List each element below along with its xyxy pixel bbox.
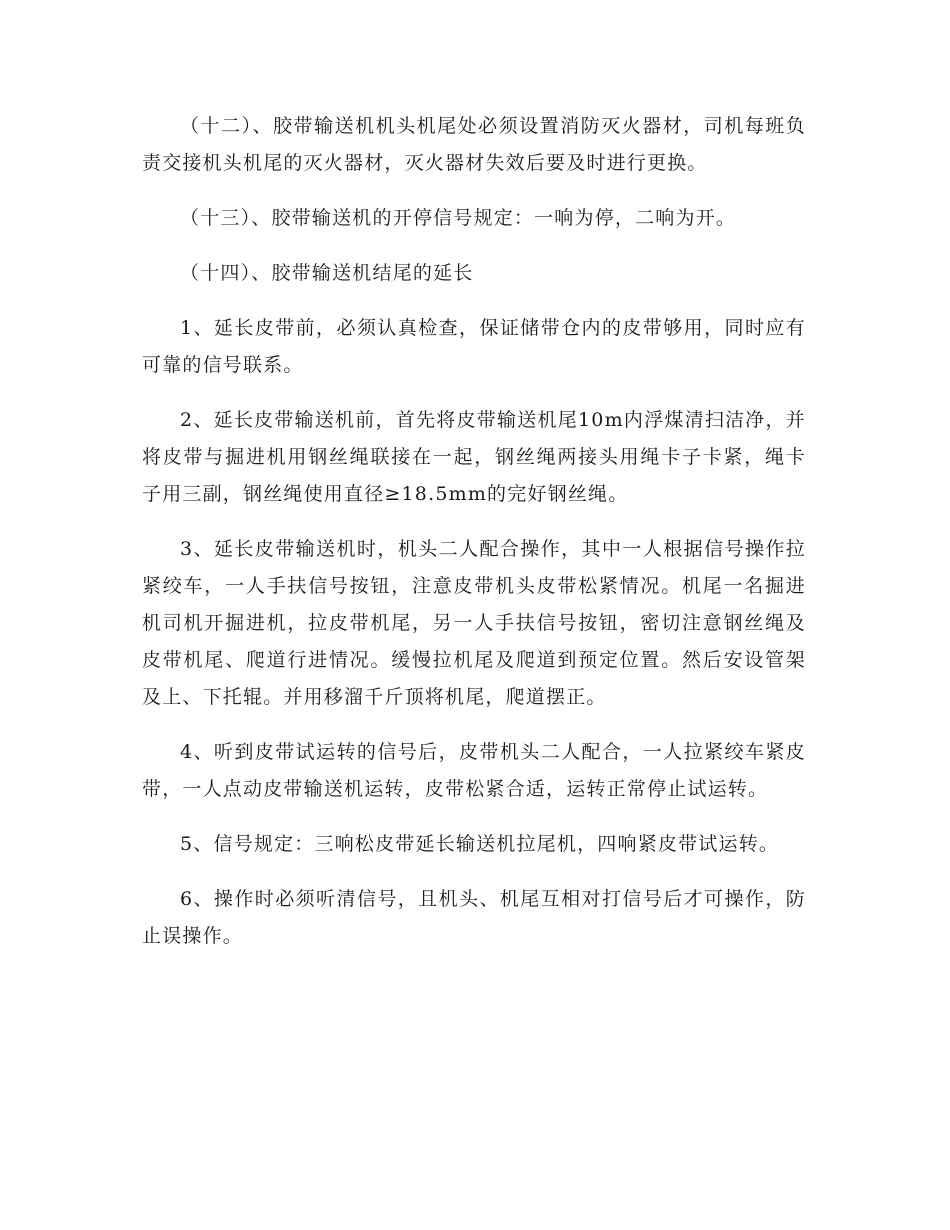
paragraph-item-4: 4、听到皮带试运转的信号后，皮带机头二人配合，一人拉紧绞车紧皮带，一人点动皮带输送机运转，皮带松紧合适，运转正常停止试运转。 (142, 741, 806, 800)
paragraph-item-5: 5、信号规定：三响松皮带延长输送机拉尾机，四响紧皮带试运转。 (180, 833, 780, 855)
document-body (142, 108, 806, 973)
paragraph-item-1: 1、延长皮带前，必须认真检查，保证储带仓内的皮带够用，同时应有可靠的信号联系。 (142, 317, 806, 376)
paragraph-item-3: 3、延长皮带输送机时，机头二人配合操作，其中一人根据信号操作拉紧绞车，一人手扶信号按钮，注意皮带机头皮带松紧情况。机尾一名掘进机司机开掘进机，拉皮带机尾，另一人手扶信号按钮，密切注意钢丝绳及皮带机尾、爬道行进情况。缓慢拉机尾及爬道到预定位置。然后安设管架及上、下托辊。并用移溜千斤顶将机尾，爬道摆正。 (142, 538, 806, 708)
paragraph-14-heading: （十四）、胶带输送机结尾的延长 (180, 262, 474, 284)
paragraph-13: （十三）、胶带输送机的开停信号规定：一响为停，二响为开。 (180, 207, 737, 229)
paragraph-12: （十二）、胶带输送机机头机尾处必须设置消防灭火器材，司机每班负责交接机头机尾的灭火器材，灭火器材失效后要及时进行更换。 (142, 115, 806, 174)
paragraph-item-2: 2、延长皮带输送机前，首先将皮带输送机尾10m内浮煤清扫洁净，并将皮带与掘进机用钢丝绳联接在一起，钢丝绳两接头用绳卡子卡紧，绳卡子用三副，钢丝绳使用直径≥18.5mm的完好钢丝绳。 (142, 409, 806, 505)
paragraph-item-6: 6、操作时必须听清信号，且机头、机尾互相对打信号后才可操作，防止误操作。 (142, 888, 806, 947)
